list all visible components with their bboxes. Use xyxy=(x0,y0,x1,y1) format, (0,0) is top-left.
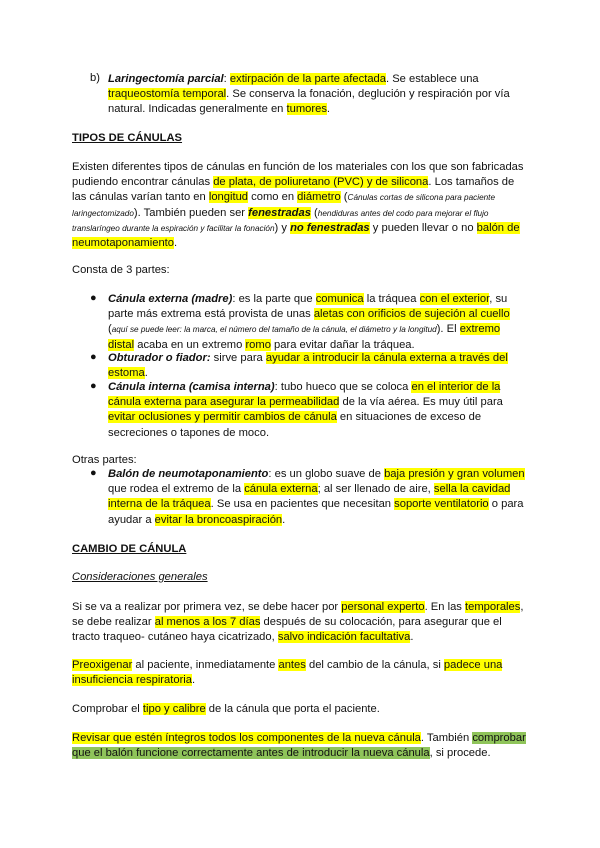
text-run: . Los tamaños de las cánulas varían tanto en xyxy=(72,176,515,204)
text-run: romo xyxy=(245,338,271,351)
text-run: personal experto xyxy=(341,601,425,613)
text-run: ). También pueden ser xyxy=(133,206,249,219)
list-marker-b: b) xyxy=(90,72,100,84)
heading-cambio-de-canula: CAMBIO DE CÁNULA xyxy=(72,543,187,555)
text-run: sella la cavidad interna de la tráquea xyxy=(108,483,511,511)
text-run: . Se usa en pacientes que necesitan xyxy=(210,498,395,511)
text-run: de la vía aérea. Es muy útil para xyxy=(339,396,503,409)
bullet-icon: ● xyxy=(90,292,97,304)
text-run: antes xyxy=(278,659,306,671)
text-run: : es un globo suave de xyxy=(268,468,385,480)
text-run: traqueostomía temporal xyxy=(108,88,227,101)
text-run: baja presión y gran volumen xyxy=(384,468,525,480)
text-run: de la cánula que porta el paciente. xyxy=(205,703,380,715)
bullet-icon: ● xyxy=(90,351,97,363)
laringectomia-parcial-item xyxy=(108,72,528,118)
text-run: con el exterior xyxy=(419,293,490,305)
text-run: Cánula externa (madre) xyxy=(108,293,233,305)
text-run: tumores xyxy=(286,103,327,116)
text-run: Cánula interna (camisa interna) xyxy=(108,381,275,393)
text-run: ( xyxy=(310,206,318,219)
heading-tipos-de-canulas: TIPOS DE CÁNULAS xyxy=(72,132,183,144)
text-run: ) y xyxy=(274,221,291,234)
text-run: ; al ser llenado de aire, xyxy=(317,483,434,496)
text-run: fenestradas xyxy=(248,206,311,219)
text-run: : es la parte que xyxy=(232,293,316,305)
bullet-canula-externa xyxy=(108,292,528,353)
text-run: diámetro xyxy=(297,191,341,204)
bullet-canula-interna xyxy=(108,380,528,441)
text-run: . xyxy=(144,367,148,380)
text-run: . xyxy=(282,513,286,526)
text-run: o para ayudar a xyxy=(108,498,524,526)
text-run: tipo y calibre xyxy=(142,703,206,715)
text-run: cánula externa xyxy=(244,483,318,496)
subheading-consideraciones: Consideraciones generales xyxy=(72,571,208,583)
text-run: y pueden llevar o no xyxy=(369,221,477,234)
text-run: que rodea el extremo de la xyxy=(108,483,245,496)
text-run: Balón de neumotaponamiento xyxy=(108,468,269,480)
text-run: , si procede. xyxy=(429,747,491,760)
term-laringectomia-parcial: Laringectomía parcial xyxy=(108,73,224,85)
text-run: . xyxy=(192,674,196,687)
text-run: . xyxy=(326,103,331,116)
text-run: Preoxigenar xyxy=(72,659,133,671)
text-run: ( xyxy=(340,191,348,204)
bullet-icon: ● xyxy=(90,467,97,479)
paragraph-otras-partes: Otras partes: xyxy=(72,454,137,466)
paragraph-primera-vez xyxy=(72,600,528,646)
text-run: al menos a los 7 días xyxy=(154,616,261,629)
text-run: para evitar dañar la tráquea. xyxy=(270,338,415,351)
bullet-balon xyxy=(108,467,528,528)
paragraph-tipos xyxy=(72,160,528,251)
text-run: ). El xyxy=(436,323,460,336)
text-run: : xyxy=(223,73,227,85)
text-run: aquí se puede leer: la marca, el número del tamaño de la cánula, el diámetro y la longitud xyxy=(111,325,437,335)
paragraph-preoxigenar xyxy=(72,658,528,688)
text-run: evitar la broncoaspiración xyxy=(154,513,283,526)
text-run: después de su colocación, para asegurar que el tracto traqueo- cutáneo haya cicatrizado, xyxy=(72,616,502,644)
text-run: salvo indicación facultativa xyxy=(277,631,411,644)
text-run: soporte ventilatorio xyxy=(394,498,489,511)
text-run: comunica xyxy=(315,293,364,305)
text-run: . En las xyxy=(424,601,466,613)
text-run: como en xyxy=(248,191,298,204)
text-run: extremo distal xyxy=(108,323,501,351)
text-run: evitar oclusiones y permitir cambios de cánula xyxy=(108,411,337,424)
text-run: . xyxy=(410,631,414,644)
text-run: aletas con orificios de sujeción al cuello xyxy=(313,308,510,321)
text-run: extirpación de la parte afectada xyxy=(229,73,386,85)
text-run: Revisar que estén íntegros todos los componentes de la nueva cánula xyxy=(72,732,421,744)
bullet-icon: ● xyxy=(90,380,97,392)
text-run: . xyxy=(174,237,178,250)
text-run: longitud xyxy=(208,191,249,204)
text-run: Obturador o fiador: xyxy=(108,352,211,364)
text-run: temporales xyxy=(465,601,521,613)
text-run: . También xyxy=(420,732,473,744)
text-run: . Se establece una xyxy=(385,73,479,85)
text-run: , se debe realizar xyxy=(72,601,524,629)
paragraph-consta: Consta de 3 partes: xyxy=(72,264,170,276)
text-run: Si se va a realizar por primera vez, se debe hacer por xyxy=(72,601,342,613)
text-run: al paciente, inmediatamente xyxy=(132,659,279,671)
text-run: : tubo hueco que se coloca xyxy=(274,381,412,393)
paragraph-revisar xyxy=(72,731,528,761)
text-run: en situaciones de exceso de secreciones o tapones de moco. xyxy=(108,411,482,439)
text-run: . Se conserva la fonación, deglución y respiración por vía natural. Indicadas generalmente en xyxy=(108,88,510,116)
text-run: ( xyxy=(108,323,112,336)
paragraph-comprobar xyxy=(72,702,528,717)
text-run: sirve para xyxy=(210,352,266,364)
bullet-obturador xyxy=(108,351,528,381)
text-run: Comprobar el xyxy=(72,703,143,715)
text-run: de plata, de poliuretano (PVC) y de silicona xyxy=(213,176,429,189)
text-run: del cambio de la cánula, si xyxy=(305,659,444,671)
text-run: la tráquea xyxy=(363,293,420,305)
text-run: hendiduras antes del codo para mejorar el flujo translaríngeo durante la espiración y facilitar la fonación xyxy=(72,208,489,233)
text-run: en el interior de la cánula externa para asegurar la permeabilidad xyxy=(108,381,501,409)
text-run: Existen diferentes tipos de cánulas en función de los materiales con los que son fabricadas pudiendo encontrar cánulas xyxy=(72,161,524,189)
text-run: Cánulas cortas de silicona para paciente laringectomizado xyxy=(72,193,496,218)
text-run: , su parte más extrema está provista de unas xyxy=(108,293,508,321)
text-run: balón de neumotaponamiento xyxy=(72,221,520,250)
text-run: acaba en un extremo xyxy=(134,338,246,351)
text-run: padece una insuficiencia respiratoria xyxy=(72,659,503,687)
text-run: comprobar que el balón funcione correctamente antes de introducir la nueva cánula xyxy=(72,732,526,760)
text-run: ayudar a introducir la cánula externa a través del estoma xyxy=(108,352,508,380)
text-run: no fenestradas xyxy=(290,221,370,234)
